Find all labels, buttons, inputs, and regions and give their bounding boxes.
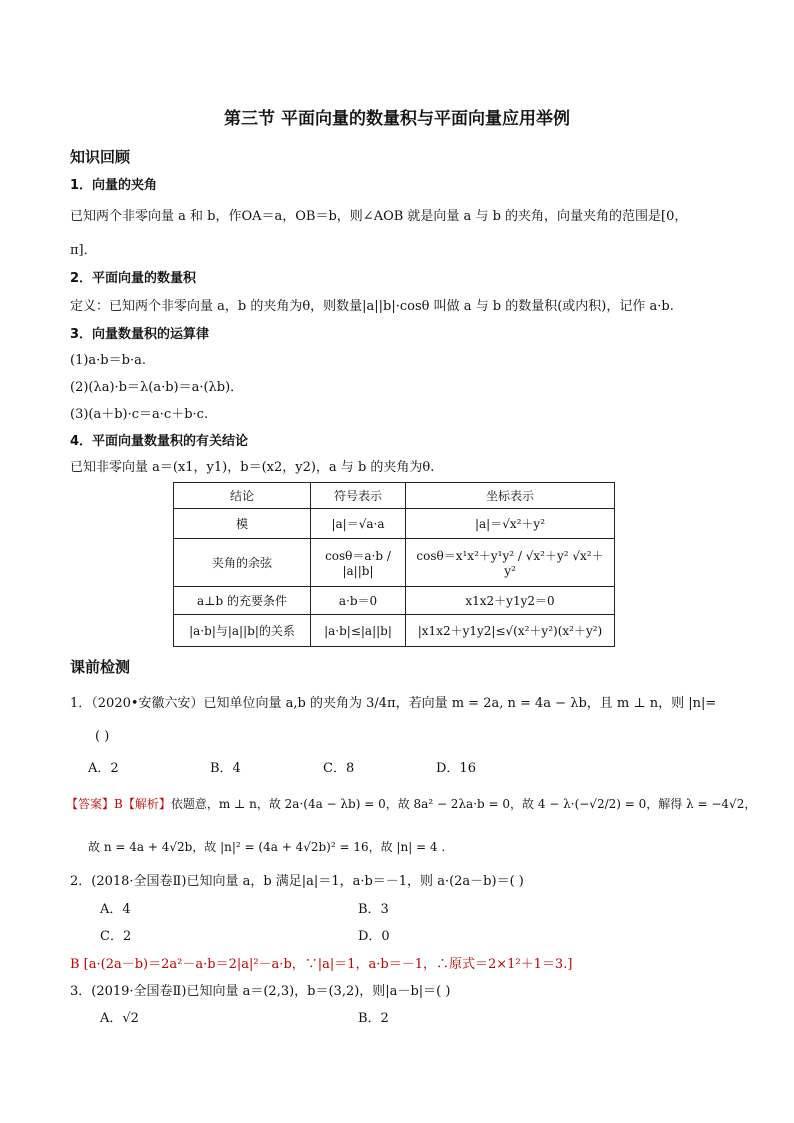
knowledge-1-line-2: π]． (70, 243, 97, 258)
table-cell: |a·b|与|a||b|的关系 (174, 615, 311, 647)
table-cell: a⊥b 的充要条件 (174, 587, 311, 615)
table-cell: 模 (174, 509, 311, 539)
question-3-option-a: A．√2 (100, 1011, 139, 1026)
page-title: 第三节 平面向量的数量积与平面向量应用举例 (224, 109, 570, 129)
question-1-option-a: A．2 (88, 761, 119, 776)
conclusion-table (173, 482, 615, 647)
table-cell: |a·b|≤|a||b| (311, 615, 406, 647)
knowledge-4-title: 4．平面向量数量积的有关结论 (70, 434, 249, 449)
table-cell: 夹角的余弦 (174, 539, 311, 587)
knowledge-2-line: 定义：已知两个非零向量 a，b 的夹角为θ，则数量|a||b|·cosθ 叫做 a 与 b 的数量积(或内积)，记作 a·b. (70, 299, 674, 314)
question-1-option-b: B．4 (210, 761, 241, 776)
section-heading-review: 知识回顾 (70, 148, 131, 166)
answer-text: 依题意，m ⊥ n，故 2a·(4a − λb) = 0，故 8a² − 2λa·b = 0，故 4 − λ·(−√2/2) = 0，解得 λ = −4√2， (170, 797, 757, 811)
knowledge-1-title: 1．向量的夹角 (70, 178, 158, 193)
knowledge-3-law-1: (1)a·b＝b·a. (70, 353, 146, 368)
question-1-answer-line-2: 故 n = 4a + 4√2b，故 |n|² = (4a + 4√2b)² = 16，故 |n| = 4 . (88, 840, 446, 854)
knowledge-1-line-1: 已知两个非零向量 a 和 b，作OA＝a，OB＝b，则∠AOB 就是向量 a 与 b 的夹角，向量夹角的范围是[0， (70, 209, 688, 224)
table-cell: |a|＝√x²＋y² (406, 509, 615, 539)
knowledge-2-title: 2．平面向量的数量积 (70, 271, 197, 286)
question-3-option-b: B．2 (358, 1011, 389, 1026)
question-1-answer (66, 795, 756, 812)
question-2-option-b: B．3 (358, 902, 389, 917)
knowledge-3-law-2: (2)(λa)·b＝λ(a·b)＝a·(λb)． (70, 380, 244, 395)
question-1-paren: ( ) (95, 729, 110, 744)
table-cell: a·b＝0 (311, 587, 406, 615)
question-1-stem: 1．（2020•安徽六安）已知单位向量 a,b 的夹角为 3/4π，若向量 m = 2a, n = 4a − λb，且 m ⊥ n，则 |n|= (70, 696, 717, 711)
knowledge-4-line: 已知非零向量 a＝(x1，y1)，b＝(x2，y2)，a 与 b 的夹角为θ. (70, 460, 435, 475)
table-cell: cosθ＝a·b / |a||b| (311, 539, 406, 587)
question-2-answer: B [a·(2a－b)＝2a²－a·b＝2|a|²－a·b，∵|a|＝1，a·b＝－1，∴原式＝2×1²＋1＝3.] (70, 957, 573, 972)
table-header: 结论 (174, 483, 311, 509)
table-cell: x1x2＋y1y2＝0 (406, 587, 615, 615)
question-2-stem: 2．(2018·全国卷Ⅱ)已知向量 a，b 满足|a|＝1，a·b＝－1，则 a·(2a－b)＝( ) (70, 874, 524, 889)
question-2-option-a: A．4 (100, 902, 131, 917)
knowledge-3-law-3: (3)(a＋b)·c＝a·c＋b·c. (70, 407, 209, 422)
table-cell: cosθ＝x¹x²＋y¹y² / √x²＋y² √x²＋y² (406, 539, 615, 587)
table-header: 坐标表示 (406, 483, 615, 509)
knowledge-3-title: 3．向量数量积的运算律 (70, 327, 210, 342)
question-2-option-c: C．2 (100, 929, 132, 944)
table-cell: |a|＝√a·a (311, 509, 406, 539)
question-1-option-d: D．16 (436, 761, 476, 776)
section-heading-pretest: 课前检测 (70, 658, 131, 676)
answer-label: 【答案】B【解析】 (66, 797, 171, 811)
table-header: 符号表示 (311, 483, 406, 509)
table-cell: |x1x2＋y1y2|≤√(x²＋y²)(x²＋y²) (406, 615, 615, 647)
question-2-option-d: D．0 (358, 929, 390, 944)
question-1-option-c: C．8 (323, 761, 355, 776)
question-3-stem: 3．(2019·全国卷Ⅱ)已知向量 a＝(2,3)，b＝(3,2)，则|a－b|＝( ) (70, 984, 451, 999)
